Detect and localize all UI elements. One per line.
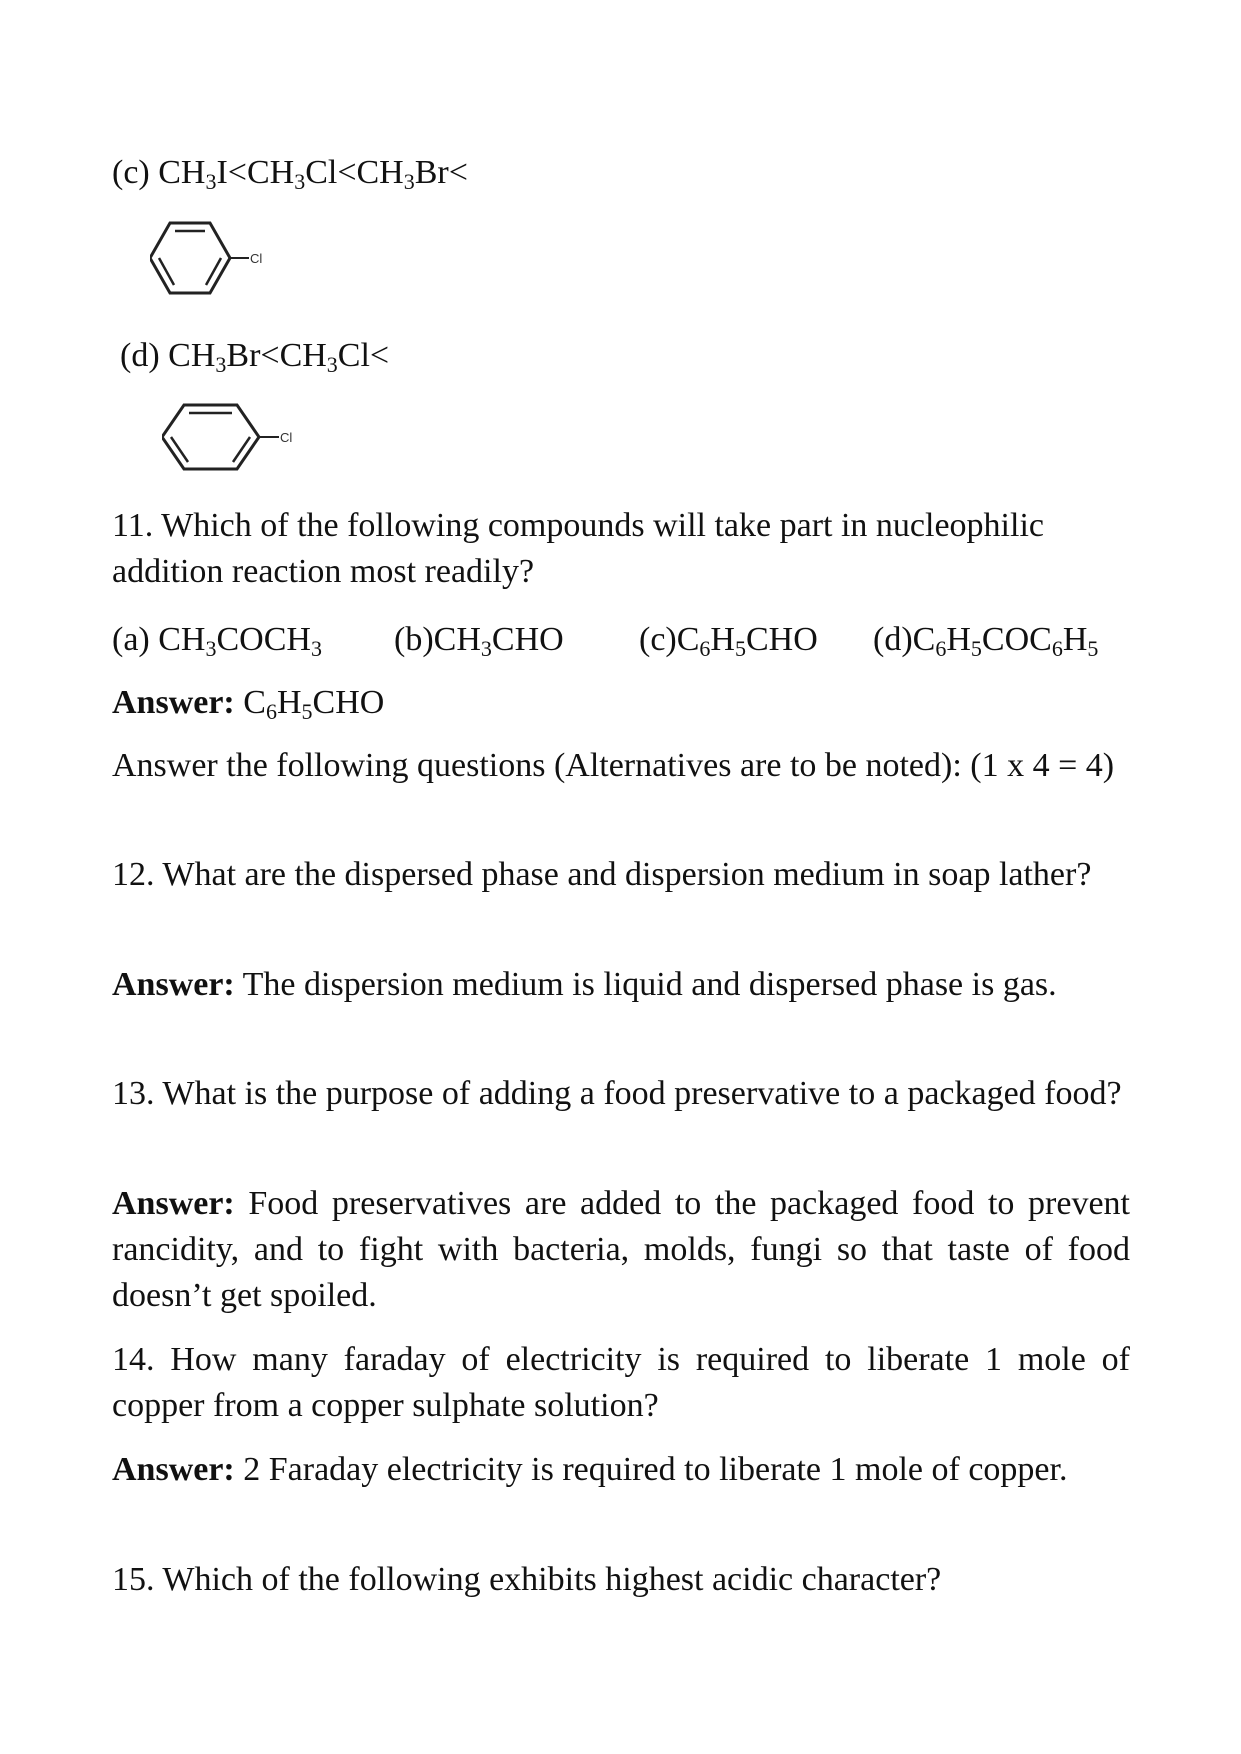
subscript: 6	[935, 636, 947, 661]
subscript: 3	[480, 636, 492, 661]
q10-option-c	[112, 150, 1130, 196]
q13-question: 13. What is the purpose of adding a food preservative to a packaged food?	[112, 1075, 1122, 1112]
double-bond	[171, 437, 188, 462]
q11-options	[112, 617, 1130, 663]
text: H	[276, 684, 302, 721]
double-bond	[159, 258, 174, 285]
q12-question: 12. What are the dispersed phase and dispersion medium in soap lather?	[112, 856, 1092, 893]
text: Br<CH	[226, 337, 327, 374]
benzene-ring	[150, 223, 230, 293]
text: H	[1062, 621, 1088, 658]
q11-question-line1: 11. Which of the following compounds will take part in nucleophilic	[112, 507, 1044, 544]
benzene-ring	[162, 405, 259, 469]
subscript: 5	[734, 636, 746, 661]
text: (c) CH	[112, 154, 206, 191]
subscript: 5	[1087, 636, 1099, 661]
text: H	[946, 621, 971, 658]
subscript: 3	[294, 169, 306, 194]
answer-label: Answer:	[112, 966, 235, 1003]
text: CHO	[745, 621, 818, 658]
q14-question: 14. How many faraday of electricity is required to liberate 1 mole of copper from a copper sulphate solution?	[112, 1341, 1130, 1424]
q11-option-c	[639, 617, 818, 663]
text: (d) CH	[120, 337, 216, 374]
q11-option-a	[112, 617, 322, 663]
q14-answer	[112, 1447, 1130, 1493]
subscript: 3	[205, 169, 217, 194]
q11-option-b	[394, 617, 564, 663]
subscript: 3	[310, 636, 322, 661]
text: Cl<	[337, 337, 390, 374]
text: C	[243, 684, 266, 721]
subscript: 3	[215, 352, 227, 377]
chlorobenzene-structure-c	[150, 218, 280, 308]
answer-label: Answer:	[112, 1451, 235, 1488]
subscript: 5	[970, 636, 982, 661]
double-bond	[206, 258, 221, 285]
q11-question-line2: addition reaction most readily?	[112, 553, 535, 590]
q12-answer	[112, 962, 1130, 1008]
text: COC	[981, 621, 1052, 658]
subscript: 5	[301, 699, 313, 724]
subscript: 6	[699, 636, 711, 661]
text: (d)C	[873, 621, 936, 658]
subscript: 6	[265, 699, 277, 724]
text: (a) CH	[112, 621, 206, 658]
q11-answer	[112, 680, 1130, 726]
answer-label: Answer:	[112, 684, 235, 721]
q13-answer	[112, 1181, 1130, 1319]
subscript: 6	[1051, 636, 1063, 661]
text: I<CH	[216, 154, 295, 191]
text: CHO	[491, 621, 564, 658]
text: COCH	[216, 621, 311, 658]
q10-option-d	[120, 333, 1138, 379]
chlorine-label: Cl	[250, 251, 263, 266]
text: Cl<CH	[305, 154, 404, 191]
double-bond	[233, 437, 250, 462]
text: Br<	[414, 154, 468, 191]
chlorine-label: Cl	[280, 430, 293, 445]
answer-text: Food preservatives are added to the packaged food to prevent rancidity, and to fight with bacteria, molds, fungi so that taste of food doesn’t get spoiled.	[112, 1185, 1130, 1314]
chlorobenzene-structure-d	[162, 400, 312, 480]
section-instruction: Answer the following questions (Alternatives are to be noted): (1 x 4 = 4)	[112, 747, 1115, 784]
subscript: 3	[403, 169, 415, 194]
text: (c)C	[639, 621, 700, 658]
text: CHO	[312, 684, 385, 721]
subscript: 3	[205, 636, 217, 661]
subscript: 3	[326, 352, 338, 377]
answer-label: Answer:	[112, 1185, 235, 1222]
answer-text: The dispersion medium is liquid and dispersed phase is gas.	[242, 966, 1057, 1003]
q11-option-d	[873, 617, 1098, 663]
text: H	[710, 621, 735, 658]
answer-text: 2 Faraday electricity is required to liberate 1 mole of copper.	[243, 1451, 1068, 1488]
q15-question: 15. Which of the following exhibits highest acidic character?	[112, 1561, 942, 1598]
text: (b)CH	[394, 621, 481, 658]
